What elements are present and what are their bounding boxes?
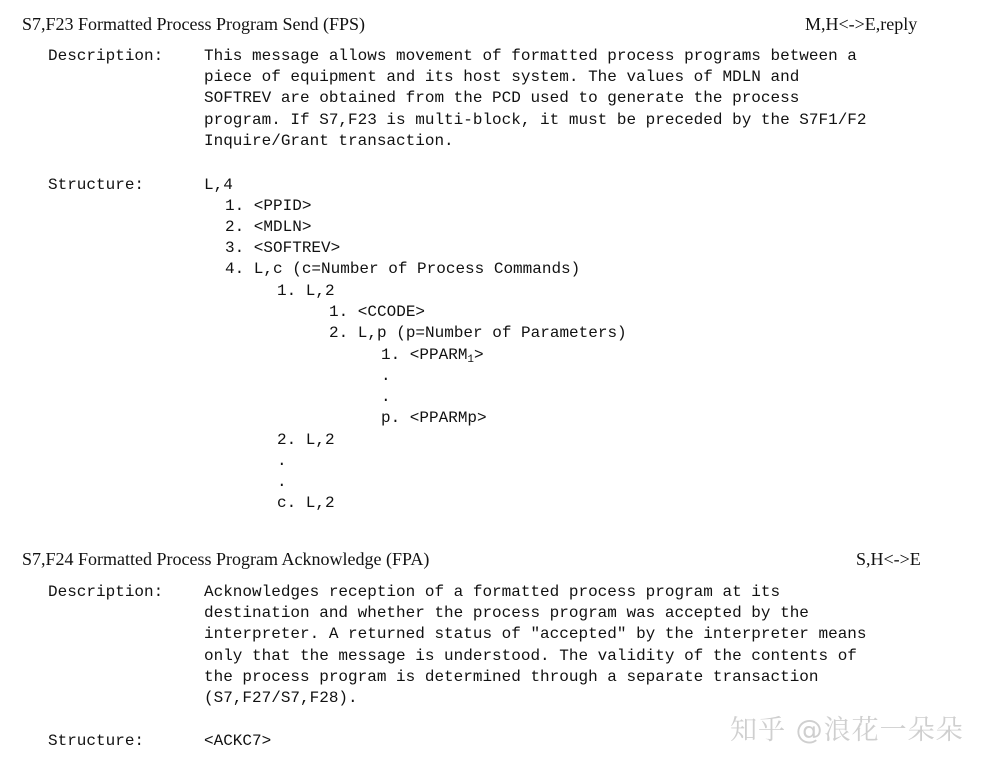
structure-command-c: c. L,2 [277, 494, 335, 512]
structure-command-1: 1. L,2 [277, 282, 335, 300]
structure-item-commands: 4. L,c (c=Number of Process Commands) [225, 260, 581, 278]
structure-command-2: 2. L,2 [277, 431, 335, 449]
description-line: This message allows movement of formatted process programs between a [204, 47, 857, 65]
pparm-1-prefix: 1. <PPARM [381, 346, 468, 364]
pparm-1-suffix: > [474, 346, 484, 364]
description-line: the process program is determined through a separate transaction [204, 667, 819, 686]
structure-item-ppid: 1. <PPID> [225, 197, 312, 215]
msg1-title: S7,F23 Formatted Process Program Send (FPS) [22, 14, 366, 34]
watermark: 知乎 @浪花一朵朵 [730, 715, 964, 746]
description-line: destination and whether the process program was accepted by the [204, 604, 809, 623]
description-line: SOFTREV are obtained from the PCD used to generate the process [204, 89, 800, 108]
description-line: piece of equipment and its host system. The values of MDLN and [204, 68, 800, 87]
pparm-1-subscript: 1 [467, 354, 475, 366]
structure-pparm-p: p. <PPARMp> [381, 409, 487, 427]
structure-ellipsis-dot: . [277, 452, 287, 470]
description-line: only that the message is understood. The validity of the contents of [204, 646, 857, 665]
msg2-title: S7,F24 Formatted Process Program Acknowledge (FPA) [22, 549, 430, 569]
msg1-description-label: Description: [48, 47, 164, 65]
msg2-description-label: Description: [48, 583, 164, 601]
msg2-structure-value: <ACKC7> [204, 732, 272, 750]
msg2-description [204, 582, 934, 709]
msg2-direction-tag: S,H<->E [856, 549, 921, 569]
msg1-description [204, 46, 934, 152]
structure-ellipsis-dot: . [277, 473, 287, 491]
msg2-structure-label: Structure: [48, 732, 145, 750]
description-line: (S7,F27/S7,F28). [204, 689, 358, 708]
msg1-direction-tag: M,H<->E,reply [805, 14, 918, 34]
msg1-structure-label: Structure: [48, 176, 145, 194]
structure-ccode: 1. <CCODE> [329, 303, 426, 321]
structure-root: L,4 [204, 176, 233, 194]
description-line: interpreter. A returned status of "accepted" by the interpreter means [204, 625, 867, 644]
structure-pparm-1 [381, 345, 484, 371]
description-line: Acknowledges reception of a formatted process program at its [204, 583, 781, 601]
structure-parameters: 2. L,p (p=Number of Parameters) [329, 324, 627, 342]
description-line: Inquire/Grant transaction. [204, 131, 454, 150]
structure-ellipsis-dot: . [381, 388, 391, 406]
structure-item-softrev: 3. <SOFTREV> [225, 239, 341, 257]
structure-ellipsis-dot: . [381, 367, 391, 385]
description-line: program. If S7,F23 is multi-block, it must be preceded by the S7F1/F2 [204, 110, 867, 129]
structure-item-mdln: 2. <MDLN> [225, 218, 312, 236]
